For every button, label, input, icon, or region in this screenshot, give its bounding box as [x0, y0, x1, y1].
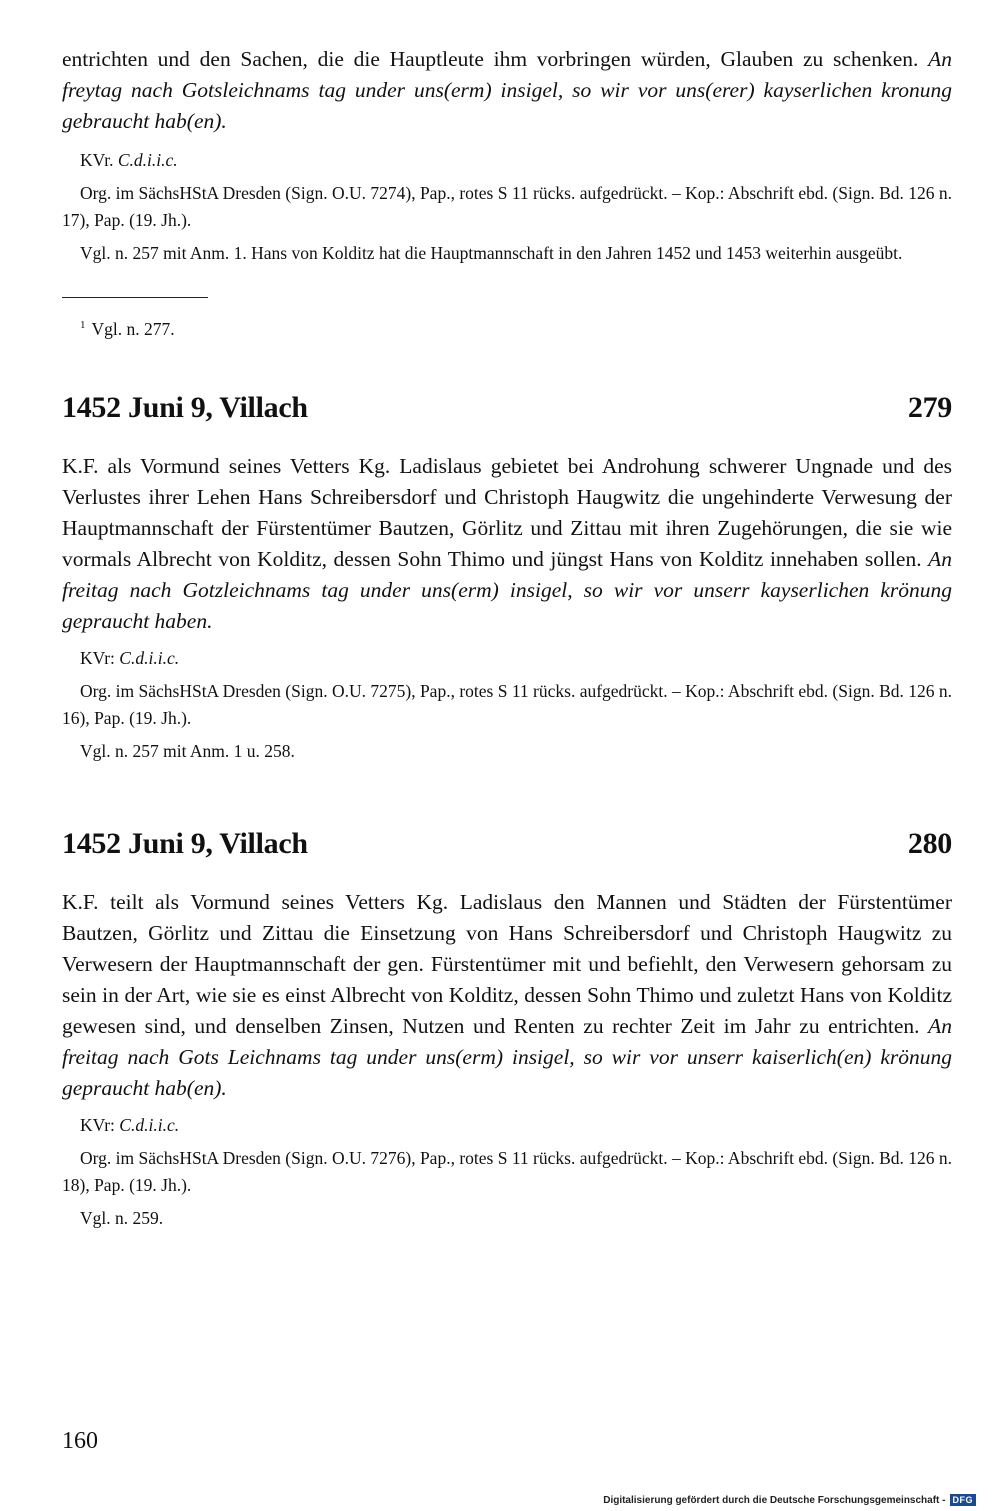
- continuation-paragraph: [62, 44, 952, 137]
- entry-number: 279: [907, 390, 952, 424]
- original-note: Org. im SächsHStA Dresden (Sign. O.U. 7276), Pap., rotes S 11 rücks. aufgedrückt. – Kop.: Abschrift ebd. (Sign. Bd. 126 n. 18), Pap. (19. Jh.).: [62, 1147, 953, 1195]
- kvr-value: C.d.i.i.c.: [119, 647, 180, 668]
- reference-note: Vgl. n. 257 mit Anm. 1 u. 258.: [80, 740, 295, 761]
- continuation-text: entrichten und den Sachen, die die Hauptleute ihm vorbringen würden, Glauben zu schenken.: [62, 47, 929, 71]
- regest-dating-clause: An freitag nach Gots Leichnams tag under uns(erm) insigel, so wir vor unserr kaiserlich(en) krönung gepraucht hab(en).: [62, 1013, 952, 1100]
- continuation-dating-clause: An freytag nach Gotsleichnams tag under uns(erm) insigel, so wir vor uns(erer) kayserlichen kronung gebraucht hab(en).: [62, 47, 952, 133]
- regest-text: K.F. teilt als Vormund seines Vetters Kg. Ladislaus den Mannen und Städten der Fürstentümer Bautzen, Görlitz und Zittau die Einsetzung von Hans Schreibersdorf und Christoph Haugwitz zu Verwesern der Hauptmannschaft der gen. Fürstentümer mit und befiehlt, den Verwesern gehorsam zu sein in der Art, wie sie es einst Albrecht von Kolditz, dessen Sohn Thimo und zuletzt Hans von Kolditz gewesen sind, und denselben Zinsen, Nutzen und Renten zu rechter Zeit im Jahr zu entrichten.: [62, 889, 952, 1038]
- entry-heading: [62, 827, 952, 861]
- entry-date-place: 1452 Juni 9, Villach: [62, 390, 308, 424]
- digitization-credit: [603, 1494, 976, 1506]
- kvr-label: KVr:: [80, 647, 115, 668]
- reference-note: Vgl. n. 259.: [80, 1207, 164, 1228]
- kvr-label: KVr.: [80, 150, 114, 170]
- credit-text: Digitalisierung gefördert durch die Deutsche Forschungsgemeinschaft -: [603, 1494, 946, 1506]
- kvr-line: [62, 1112, 952, 1139]
- kvr-line: [62, 645, 952, 672]
- footnote-text: Vgl. n. 277.: [91, 318, 175, 339]
- footnote-rule: [62, 297, 208, 298]
- regest-text: K.F. als Vormund seines Vetters Kg. Ladislaus gebietet bei Androhung schwerer Ungnade und des Verlustes ihrer Lehen Hans Schreibersdorf und Christoph Haugwitz die ungehinderte Verwesung der Hauptmannschaft der Fürstentümer Bautzen, Görlitz und Zittau mit ihren Zugehörungen, die sie wie vormals Albrecht von Kolditz, dessen Sohn Thimo und jüngst Hans von Kolditz innehaben sollen.: [62, 453, 952, 571]
- dfg-logo-icon: DFG: [950, 1494, 977, 1506]
- entry-number: 280: [907, 826, 952, 860]
- page-content: [62, 44, 952, 1232]
- original-note: Org. im SächsHStA Dresden (Sign. O.U. 7274), Pap., rotes S 11 rücks. aufgedrückt. – Kop.: Abschrift ebd. (Sign. Bd. 126 n. 17), Pap. (19. Jh.).: [62, 183, 953, 230]
- entry-date-place: 1452 Juni 9, Villach: [62, 826, 308, 860]
- kvr-value: C.d.i.i.c.: [119, 1114, 180, 1135]
- kvr-value: C.d.i.i.c.: [117, 150, 178, 170]
- entry-heading: [62, 391, 952, 425]
- kvr-line: [62, 147, 952, 174]
- original-note: Org. im SächsHStA Dresden (Sign. O.U. 7275), Pap., rotes S 11 rücks. aufgedrückt. – Kop.: Abschrift ebd. (Sign. Bd. 126 n. 16), Pap. (19. Jh.).: [62, 680, 953, 728]
- reference-note: Vgl. n. 257 mit Anm. 1. Hans von Kolditz hat die Hauptmannschaft in den Jahren 1452 und 1453 weiterhin ausgeübt.: [80, 243, 903, 263]
- regest-dating-clause: An freitag nach Gotzleichnams tag under uns(erm) insigel, so wir vor unserr kayserlichen krönung gepraucht haben.: [62, 546, 952, 633]
- footnote: [62, 312, 952, 343]
- entry-regest: [62, 451, 952, 637]
- entry-regest: [62, 887, 952, 1104]
- kvr-label: KVr:: [80, 1114, 115, 1135]
- page-number: 160: [62, 1428, 98, 1454]
- footnote-marker: 1: [80, 319, 86, 331]
